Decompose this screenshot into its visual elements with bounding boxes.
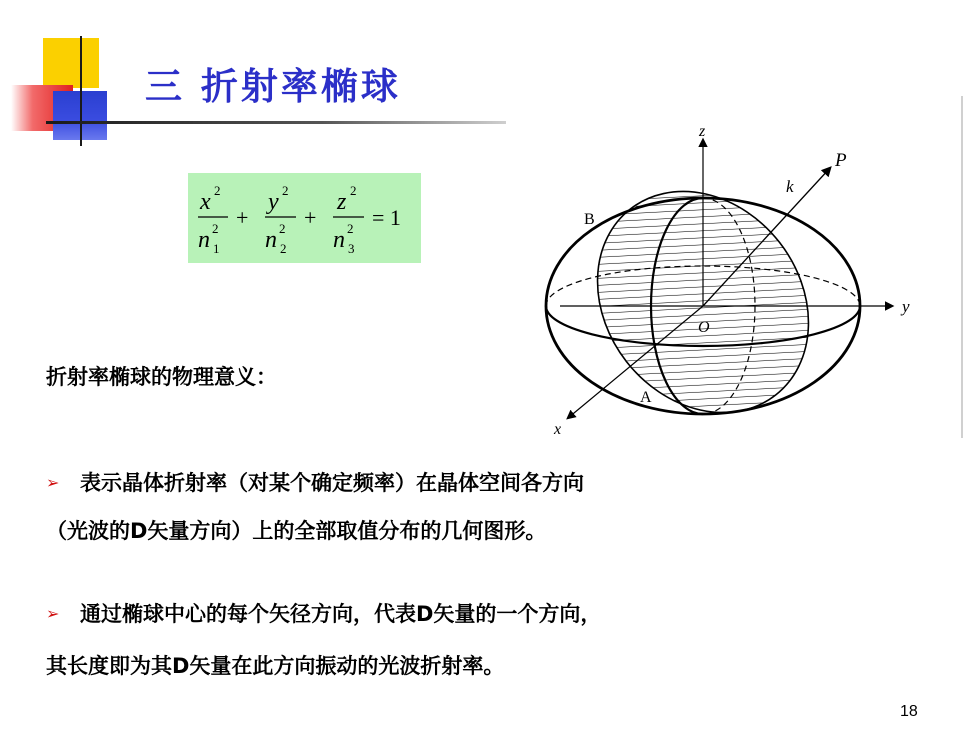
eq-num-z: z — [337, 189, 347, 215]
bullet-1-text-1: 表示晶体折射率（对某个确定频率）在晶体空间各方向 — [80, 471, 584, 495]
index-ellipsoid-figure — [530, 120, 930, 454]
meaning-heading: 折射率椭球的物理意义： — [46, 365, 277, 389]
label-x: x — [554, 421, 562, 438]
slide-title: 三 折射率椭球 — [145, 65, 401, 108]
ellipsoid-equation — [188, 173, 421, 263]
label-y: y — [902, 297, 910, 316]
title-ornament-vertical-line — [80, 36, 82, 146]
eq-num-z-sq: 2 — [350, 183, 357, 198]
eq-den-n1-sq: 2 — [212, 221, 219, 236]
eq-plus-1: + — [236, 205, 249, 230]
eq-den-n1: n — [198, 227, 210, 253]
eq-num-y: y — [268, 189, 279, 215]
title-underline — [46, 121, 506, 124]
right-edge-divider — [961, 96, 963, 438]
eq-den-n2-sub: 2 — [280, 241, 287, 256]
eq-equals-one: = 1 — [372, 205, 401, 230]
bullet-2-line-2: 其长度即为其D矢量在此方向振动的光波折射率。 — [46, 654, 505, 678]
eq-num-x: x — [200, 189, 211, 215]
eq-plus-2: + — [304, 205, 317, 230]
label-k: k — [786, 177, 794, 196]
page-number: 18 — [900, 703, 918, 720]
bullet-1-line-1 — [46, 467, 584, 497]
bullet-1-line-2: （光波的D矢量方向）上的全部取值分布的几何图形。 — [46, 519, 547, 543]
label-z: z — [699, 123, 706, 140]
label-b: B — [584, 211, 595, 228]
label-a: A — [640, 389, 652, 406]
eq-den-n3: n — [333, 227, 345, 253]
ellipsoid-svg — [530, 120, 930, 450]
eq-den-n3-sub: 3 — [348, 241, 355, 256]
bullet-2-line-1 — [46, 598, 601, 628]
label-o: O — [698, 319, 710, 336]
bullet-arrow-icon: ➢ — [46, 604, 60, 623]
eq-num-x-sq: 2 — [214, 183, 221, 198]
label-p: P — [835, 150, 847, 171]
eq-den-n1-sub: 1 — [213, 241, 220, 256]
bullet-arrow-icon: ➢ — [46, 473, 60, 492]
equation-svg — [188, 173, 421, 263]
title-ornament-yellow-block — [43, 38, 99, 88]
eq-num-y-sq: 2 — [282, 183, 289, 198]
eq-den-n3-sq: 2 — [347, 221, 354, 236]
bullet-2-text-1: 通过椭球中心的每个矢径方向，代表D矢量的一个方向， — [80, 602, 602, 626]
eq-den-n2: n — [265, 227, 277, 253]
eq-den-n2-sq: 2 — [279, 221, 286, 236]
